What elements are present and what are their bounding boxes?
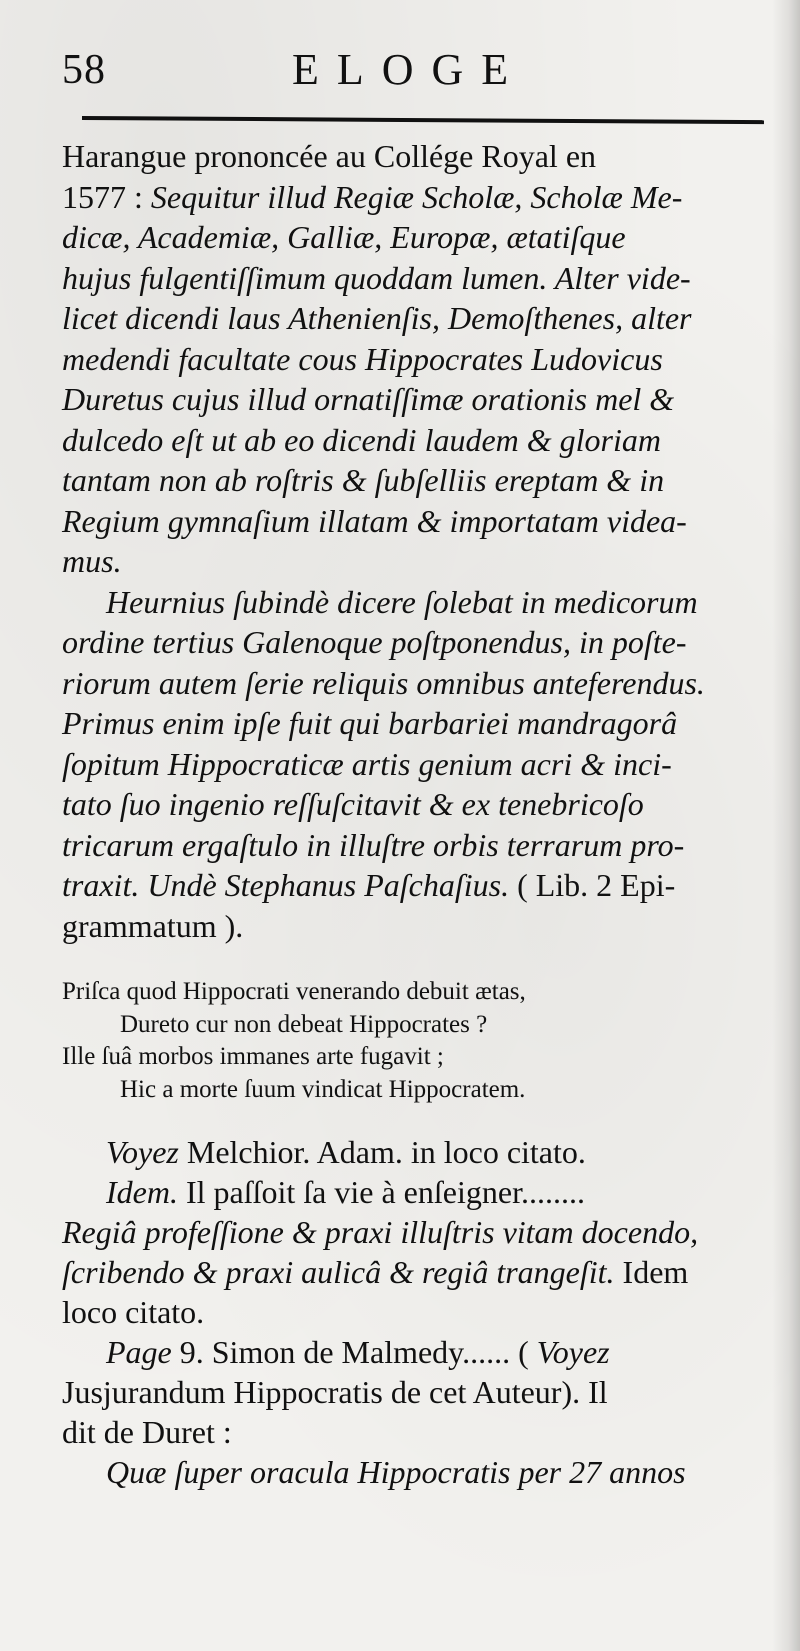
text-segment: 1577 : <box>62 178 151 215</box>
text-line <box>62 865 762 906</box>
text-line: dicæ, Academiæ, Galliæ, Europæ, ætatiſque <box>62 219 626 255</box>
text-line <box>62 1332 762 1372</box>
text-line: tato ſuo ingenio reſſuſcitavit & ex tenebricoſo <box>62 786 644 822</box>
text-line: loco citato. <box>62 1294 205 1330</box>
text-line <box>62 177 762 218</box>
text-line: Jusjurandum Hippocratis de cet Auteur). Il <box>62 1374 608 1410</box>
text-line: dit de Duret : <box>62 1414 232 1450</box>
text-segment: Melchior. Adam. in loco citato. <box>178 1134 586 1170</box>
text-segment: Voyez <box>536 1334 610 1370</box>
text-line <box>62 1252 762 1292</box>
text-segment: Page <box>106 1334 172 1370</box>
text-line: hujus fulgentiſſimum quoddam lumen. Alter vide- <box>62 259 691 296</box>
text-segment: Idem. <box>106 1174 178 1210</box>
text-segment: 9. Simon de Malmedy...... ( <box>171 1334 537 1370</box>
text-segment: ſcribendo & praxi aulicâ & regiâ trangeſit. <box>62 1254 615 1290</box>
text-line: Regium gymnaſium illatam & importatam videa- <box>62 502 687 539</box>
text-line: grammatum ). <box>62 907 244 944</box>
verse-block <box>62 976 752 1106</box>
page-gutter-shadow <box>772 0 800 1651</box>
verse-line: Dureto cur non debeat Hippocrates ? <box>120 1010 488 1038</box>
verse-line: Hic a morte ſuum vindicat Hippocratem. <box>120 1075 526 1103</box>
running-title: ELOGE <box>292 45 527 94</box>
page-number: 58 <box>62 47 106 93</box>
text-segment: Il paſſoit ſa vie à enſeigner........ <box>177 1174 585 1210</box>
text-line <box>62 1172 762 1212</box>
text-line: licet dicendi laus Athenienſis, Demoſthenes, alter <box>62 300 692 336</box>
text-line: Primus enim ipſe fuit qui barbariei mandragorâ <box>62 705 678 741</box>
text-line: Quæ ſuper oracula Hippocratis per 27 annos <box>106 1454 686 1490</box>
text-line: tantam non ab roſtris & ſubſelliis ereptam & in <box>62 462 665 498</box>
closing-text <box>62 1132 762 1492</box>
body-text <box>62 136 762 946</box>
text-line: medendi facultate cous Hippocrates Ludovicus <box>62 340 663 377</box>
verse-line: Priſca quod Hippocrati venerando debuit ætas, <box>62 978 526 1005</box>
text-segment: ( Lib. 2 Epi- <box>509 867 676 903</box>
text-line: Harangue prononcée au Collége Royal en <box>62 138 597 174</box>
text-line: ſopitum Hippocraticæ artis genium acri & inci- <box>62 745 672 782</box>
text-segment: Voyez <box>106 1134 179 1170</box>
text-line: ordine tertius Galenoque poſtponendus, in poſte- <box>62 624 687 660</box>
text-line <box>62 1132 762 1172</box>
text-line: tricarum ergaſtulo in illuſtre orbis terrarum pro- <box>62 826 685 863</box>
text-segment: Idem <box>614 1254 689 1290</box>
text-line: dulcedo eſt ut ab eo dicendi laudem & gloriam <box>62 421 661 458</box>
header-rule <box>82 116 764 124</box>
text-line: Heurnius ſubindè dicere ſolebat in medicorum <box>106 583 698 620</box>
page-header <box>62 42 752 102</box>
text-segment: Sequitur illud Regiæ Scholæ, Scholæ Me- <box>150 178 683 215</box>
text-line: Regiâ profeſſione & praxi illuſtris vitam docendo, <box>62 1214 699 1250</box>
text-line: mus. <box>62 543 122 579</box>
text-line: riorum autem ſerie reliquis omnibus anteferendus. <box>62 664 705 701</box>
text-line: Duretus cujus illud ornatiſſimæ orationis mel & <box>62 381 675 417</box>
text-segment: traxit. Undè Stephanus Paſchaſius. <box>62 867 510 903</box>
verse-line: Ille ſuâ morbos immanes arte fugavit ; <box>62 1043 444 1070</box>
